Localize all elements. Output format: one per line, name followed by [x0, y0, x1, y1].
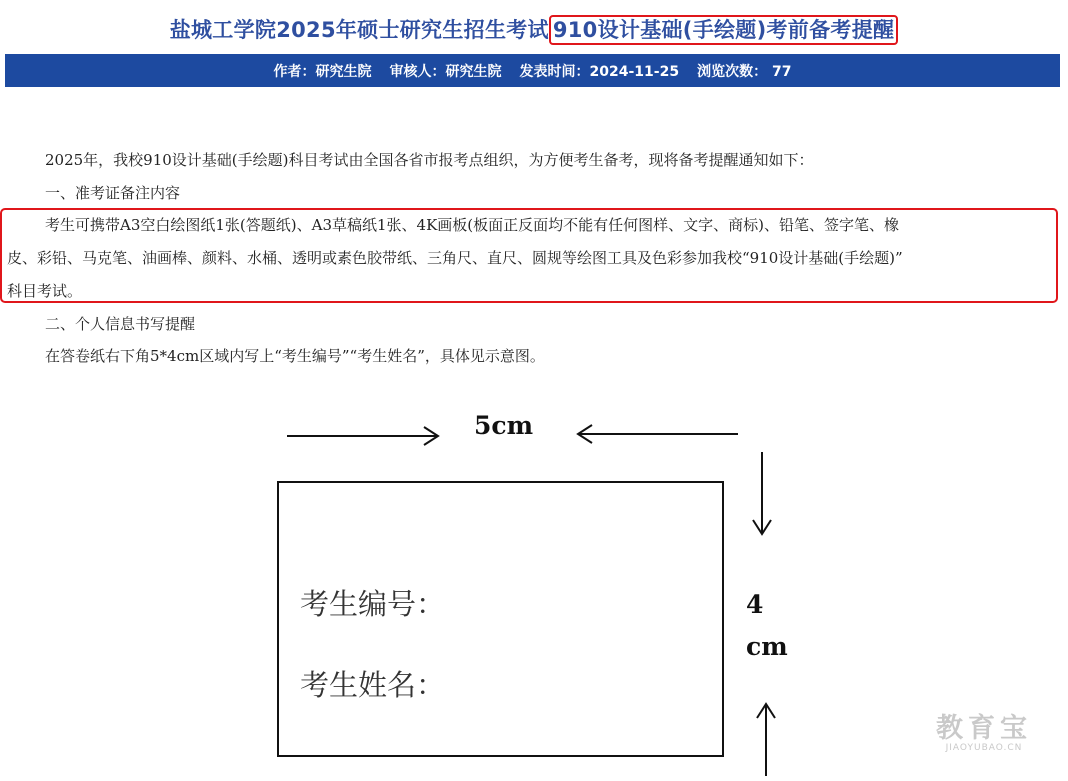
para2: 在答卷纸右下角5*4cm区域内写上“考生编号”“考生姓名”，具体见示意图。 [45, 347, 545, 365]
para1-line2: 皮、彩铅、马克笔、油画棒、颜料、水桶、透明或素色胶带纸、三角尺、直尺、圆规等绘图工具及色彩参加我校“910设计基础(手绘题)” [7, 249, 903, 267]
meta-views: 浏览次数： 77 [697, 63, 792, 80]
meta-reviewer: 审核人：研究生院 [389, 63, 502, 80]
section-heading-1: 一、准考证备注内容 [45, 184, 181, 202]
field-candidate-name: 考生姓名： [300, 668, 446, 702]
meta-date: 发表时间：2024-11-25 [519, 63, 680, 80]
title-highlight: 910设计基础(手绘题)考前备考提醒 [549, 15, 898, 45]
watermark-cn: 教育宝 [936, 713, 1032, 744]
para1-line3: 科目考试。 [7, 282, 83, 300]
field-candidate-number: 考生编号： [300, 587, 446, 621]
section-heading-2: 二、个人信息书写提醒 [45, 315, 196, 333]
height-label-unit: cm [746, 632, 788, 661]
watermark-logo [936, 706, 1032, 753]
watermark-en: JIAOYUBAO.CN [945, 743, 1023, 753]
meta-author: 作者：研究生院 [273, 63, 372, 80]
title-prefix: 盐城工学院2025年硕士研究生招生考试 [169, 18, 549, 42]
height-label-number: 4 [746, 590, 764, 619]
para1-line1: 考生可携带A3空白绘图纸1张(答题纸)、A3草稿纸1张、4K画板(板面正反面均不能有任何图样、文字、商标)、铅笔、签字笔、橡 [45, 216, 900, 234]
intro-paragraph: 2025年，我校910设计基础(手绘题)科目考试由全国各省市报考点组织，为方便考生备考，现将备考提醒通知如下： [45, 151, 814, 169]
width-label: 5cm [474, 411, 534, 440]
